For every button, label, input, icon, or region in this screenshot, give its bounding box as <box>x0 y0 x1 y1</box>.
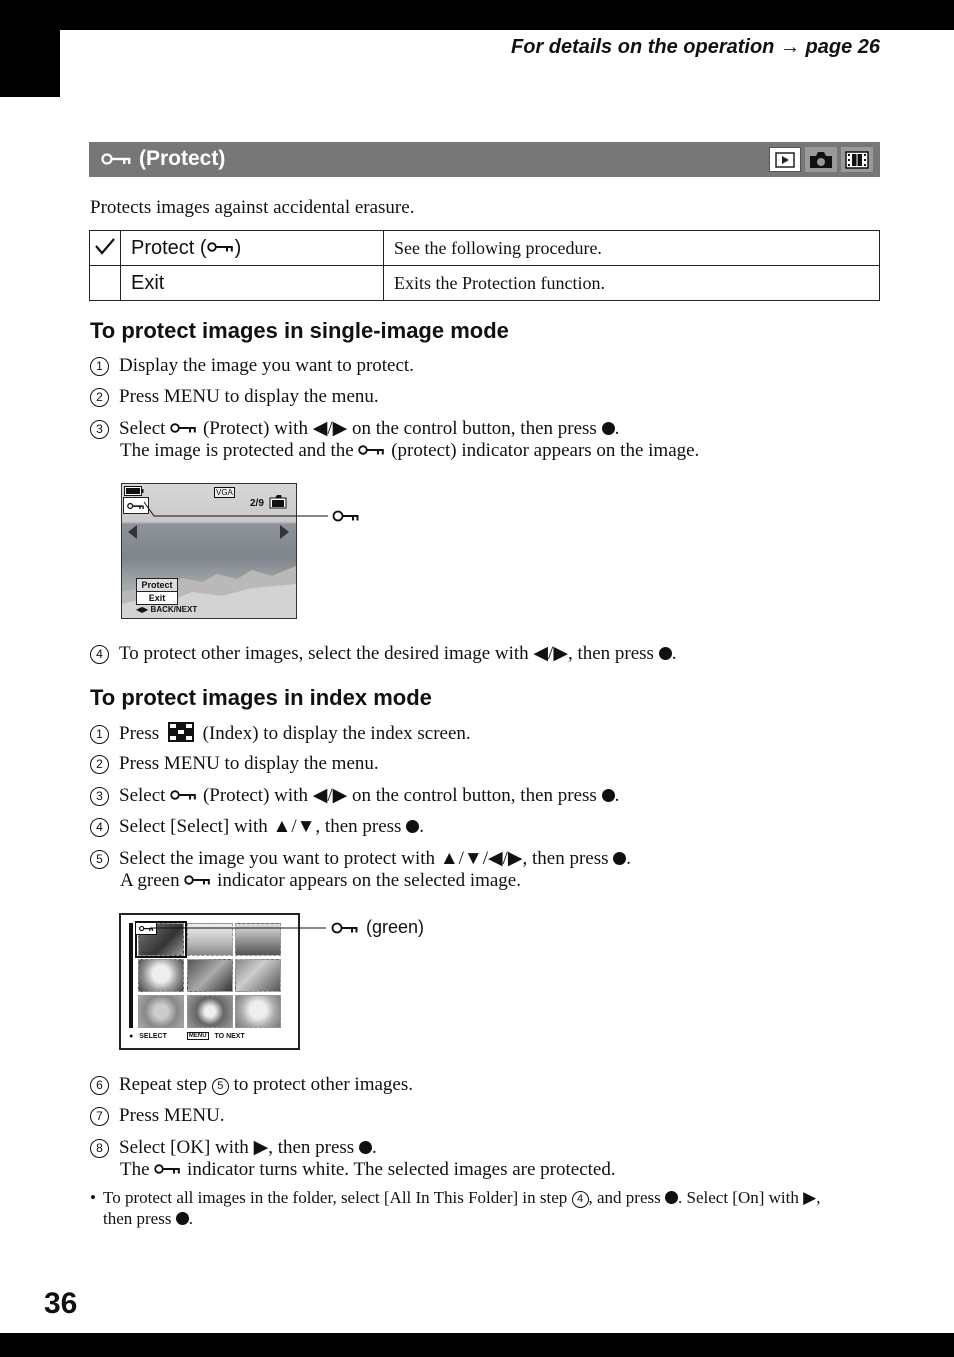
bottom-black-bar <box>0 1333 954 1357</box>
center-button-icon <box>613 852 626 865</box>
option-label-exit: Exit <box>121 266 384 301</box>
center-button-icon <box>602 789 615 802</box>
protect-key-icon <box>170 789 198 801</box>
index-step-6 <box>90 1074 413 1096</box>
step-number: 3 <box>90 420 109 439</box>
single-step-4 <box>90 643 676 665</box>
step-number: 7 <box>90 1107 109 1126</box>
step-text: . <box>614 418 620 439</box>
section-title <box>101 147 225 171</box>
image-size-badge: VGA <box>216 488 233 497</box>
bullet-note-text <box>90 1187 890 1229</box>
right-arrow: ▶ <box>803 1188 817 1207</box>
step-text: Select <box>119 785 166 806</box>
step-text: (Protect) with <box>202 785 308 806</box>
left-right-arrows: ◀/▶ <box>312 785 348 806</box>
step-number: 1 <box>90 725 109 744</box>
step-text: A green <box>120 870 180 891</box>
bullet-mark: • <box>90 1188 96 1207</box>
protect-key-icon <box>184 874 212 886</box>
checkmark-icon <box>94 236 116 256</box>
thumbnail[interactable] <box>235 995 281 1028</box>
step-continuation <box>90 440 699 462</box>
left-arrow-icon <box>126 524 138 540</box>
movie-film-icon <box>845 151 869 169</box>
top-black-bar <box>0 0 954 30</box>
note-text: , <box>816 1188 821 1207</box>
step-text: , then press <box>268 1137 355 1158</box>
center-button-icon <box>602 422 615 435</box>
battery-icon <box>124 486 144 496</box>
image-counter: 2/9 <box>250 498 264 509</box>
step-text: (Index) to display the index screen. <box>202 723 471 744</box>
index-step-2 <box>90 753 379 775</box>
step-text: To protect other images, select the desired image with <box>119 643 529 664</box>
option-label-protect <box>121 231 384 266</box>
right-arrow: ▶ <box>253 1137 269 1158</box>
single-step-1 <box>90 355 414 377</box>
step-text: to protect other images. <box>233 1074 413 1095</box>
step-number: 1 <box>90 357 109 376</box>
protect-key-icon <box>358 444 386 456</box>
thumbnail[interactable] <box>235 959 281 992</box>
header-cross-reference <box>511 36 880 59</box>
step-reference-number: 4 <box>572 1191 589 1208</box>
note-text: . <box>188 1209 193 1228</box>
index-footer <box>129 1032 245 1040</box>
footer-menu-badge: MENU <box>188 1033 207 1039</box>
step-continuation <box>90 870 631 892</box>
index-step-8 <box>90 1137 616 1181</box>
single-mode-heading: To protect images in single-image mode <box>90 318 509 343</box>
green-callout-line <box>150 920 362 938</box>
index-mode-heading: To protect images in index mode <box>90 685 432 710</box>
note-text: then press <box>103 1209 172 1228</box>
step-text: Display the image you want to protect. <box>119 355 414 376</box>
step-text: , then press <box>567 643 654 664</box>
step-reference-number: 5 <box>212 1078 229 1095</box>
center-button-small-icon: ● <box>129 1032 134 1040</box>
step-text: The image is protected and the <box>120 440 354 461</box>
single-step-2 <box>90 386 379 408</box>
step-text: Select [Select] with <box>119 816 268 837</box>
header-ref-text: For details on the operation <box>511 36 775 58</box>
index-step-4 <box>90 816 424 838</box>
movie-mode-icon <box>841 147 873 172</box>
playback-mode-icon <box>769 147 801 172</box>
step-text: Press MENU to display the menu. <box>119 386 379 407</box>
center-button-icon <box>359 1141 372 1154</box>
step-text: Select [OK] with <box>119 1137 249 1158</box>
step-number: 2 <box>90 755 109 774</box>
step-text: . <box>671 643 677 664</box>
footer-select-text: SELECT <box>139 1032 167 1040</box>
option-row-exit <box>90 266 880 301</box>
check-cell <box>90 231 121 266</box>
header-ref-page: page 26 <box>805 36 880 58</box>
protect-key-icon <box>207 241 235 253</box>
footer-next-text: TO NEXT <box>214 1032 245 1040</box>
step-text: Select the image you want to protect with <box>119 848 436 869</box>
menu-item-protect[interactable]: Protect <box>137 579 177 592</box>
bullet-note <box>90 1187 890 1229</box>
step-number: 4 <box>90 645 109 664</box>
step-text: Repeat step <box>119 1074 208 1095</box>
header-ref-arrow: → <box>779 36 800 58</box>
protect-key-icon <box>154 1163 182 1175</box>
screen-footer <box>136 605 197 614</box>
step-text: Select <box>119 418 166 439</box>
thumbnail[interactable] <box>138 959 184 992</box>
option-desc-exit: Exits the Protection function. <box>384 266 880 301</box>
center-button-icon <box>659 647 672 660</box>
options-table <box>89 230 880 301</box>
note-text: To protect all images in the folder, select [All In This Folder] in step <box>103 1188 568 1207</box>
section-title-text: (Protect) <box>139 147 226 170</box>
left-right-small-icon: ◀▶ <box>136 605 149 614</box>
step-text: on the control button, then press <box>351 785 597 806</box>
step-text: . <box>626 848 631 869</box>
center-button-icon <box>665 1191 678 1204</box>
step-number: 3 <box>90 787 109 806</box>
top-black-tab <box>0 0 60 97</box>
check-cell-empty <box>90 266 121 301</box>
protect-callout-line <box>140 498 365 528</box>
step-number: 6 <box>90 1076 109 1095</box>
left-right-arrows: ◀/▶ <box>533 643 568 664</box>
option-label-protect-prefix: Protect ( <box>131 236 207 259</box>
step-text: Press MENU to display the menu. <box>119 753 379 774</box>
center-button-icon <box>406 820 419 833</box>
step-continuation <box>90 1159 616 1181</box>
step-text: . <box>614 785 620 806</box>
thumbnail[interactable] <box>187 995 233 1028</box>
scroll-bar <box>129 923 133 1028</box>
option-label-protect-suffix: ) <box>234 236 242 259</box>
up-down-arrows: ▲/▼ <box>272 816 316 837</box>
index-step-7 <box>90 1105 225 1127</box>
step-number: 5 <box>90 850 109 869</box>
index-step-1 <box>90 722 471 745</box>
step-text: The <box>120 1159 150 1180</box>
intro-text: Protects images against accidental erasure. <box>90 197 415 218</box>
green-callout-label: (green) <box>366 917 425 937</box>
index-step-5 <box>90 848 631 892</box>
screen-footer-text: BACK/NEXT <box>150 605 198 614</box>
step-number: 2 <box>90 388 109 407</box>
camera-mode-icon <box>805 147 837 172</box>
menu-item-exit[interactable]: Exit <box>148 593 166 603</box>
step-text: . <box>419 816 424 837</box>
index-step-3 <box>90 785 619 807</box>
left-right-arrows: ◀/▶ <box>312 418 348 439</box>
step-text: indicator turns white. The selected images are protected. <box>187 1159 616 1180</box>
thumbnail[interactable] <box>187 959 233 992</box>
protect-menu-overlay <box>136 578 178 605</box>
option-desc-protect: See the following procedure. <box>384 231 880 266</box>
step-text: Press MENU. <box>119 1105 225 1126</box>
playback-icon <box>775 152 795 168</box>
step-text: , then press <box>315 816 402 837</box>
step-text: , then press <box>522 848 609 869</box>
camera-icon <box>809 151 833 169</box>
center-button-icon <box>176 1212 189 1225</box>
step-text: on the control button, then press <box>351 418 597 439</box>
step-text: Press <box>119 723 160 744</box>
protect-key-icon <box>101 152 133 166</box>
single-step-3 <box>90 418 699 462</box>
step-text: indicator appears on the selected image. <box>217 870 521 891</box>
note-text: . Select [On] with <box>678 1188 799 1207</box>
section-header-bar <box>89 142 880 177</box>
page-number: 36 <box>44 1287 78 1320</box>
step-number: 4 <box>90 818 109 837</box>
note-text: , and press <box>588 1188 661 1207</box>
step-number: 8 <box>90 1139 109 1158</box>
step-text: (Protect) with <box>202 418 308 439</box>
direction-arrows: ▲/▼/◀/▶ <box>439 848 523 869</box>
protect-key-icon <box>170 422 198 434</box>
option-row-protect <box>90 231 880 266</box>
thumbnail[interactable] <box>138 995 184 1028</box>
index-grid-icon <box>168 722 194 742</box>
step-text: (protect) indicator appears on the image. <box>391 440 700 461</box>
step-text: . <box>371 1137 377 1158</box>
